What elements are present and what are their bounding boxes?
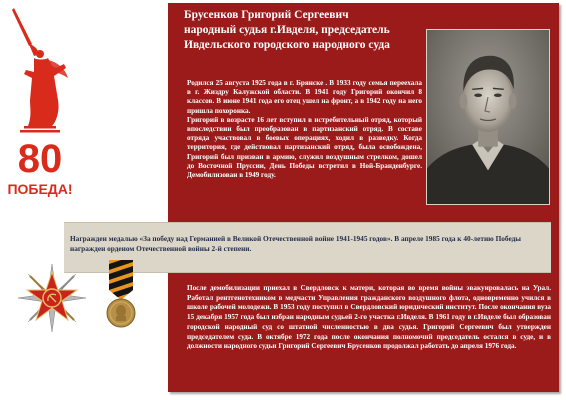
portrait-photo <box>426 29 550 205</box>
victory-medal-icon <box>103 260 139 332</box>
post-war-text <box>187 284 551 352</box>
page-title <box>184 8 424 53</box>
person-name: Брусенков Григорий Сергеевич <box>184 9 349 21</box>
title-position-line1: народный судья г.Ивделя, председатель <box>184 24 390 36</box>
biography-text <box>187 79 422 180</box>
order-patriotic-war-icon <box>16 262 88 334</box>
victory-80-logo <box>6 4 74 200</box>
award-text: Награжден медалью «За победу над Германией в Великой Отечественной войне 1941-1945 годов». В апреле 1985 года к 40-летию Победы награжден орденом Отечественной войны 2-й степени. <box>70 234 521 253</box>
logo-number: 80 <box>17 137 63 181</box>
bio-paragraph: Родился 25 августа 1925 года в г. Брянске . В 1933 году семья переехала в г. Жиздру Калужской области. В 1941 году Григорий окончил 8 классов. В июне 1941 года его отец ушел на фронт, а в 1942 году на него пришла похоронка. <box>187 79 422 115</box>
title-position-line2: Ивдельского городского народного суда <box>184 39 390 51</box>
bio-paragraph: Григорий в возрасте 16 лет вступил в истребительный отряд, который впоследствии был преобразован в партизанский отряд. В составе отряда участвовал в боевых операциях, ходил в разведку. Когда территория, где действовал партизанский отряд, была освобождена, Григорий был призван в армию, служил воздушным стрелком, дошел до Восточной Пруссии, День Победы встретил в Ной-Бранденбурге. Демобилизован в 1949 году. <box>187 115 422 180</box>
logo-caption: ПОБЕДА! <box>7 181 73 197</box>
post-text: После демобилизации приехал в Свердловск к матери, которая во время войны эвакуировалась на Урал. Работал рентгенотехником в медчасти Управления гражданского воздушного флота, одновременно учился в школе рабочей молодежи. В 1953 году поступил в Свердловский юридический институт. После окончания вуза 15 декабря 1957 года был избран народным судьей 2-го участка г.Ивделя. В 1961 году в г.Ивделе был образован городской народный суд со штатной численностью в два судья. Григорий Сергеевич был утвержден председателем суда. В октябре 1972 года после окончания полномочий председатель остался в суде, и в должности народного судьи Григорий Сергеевич Брусенков продолжал работать до апреля 1976 года. <box>187 284 551 351</box>
